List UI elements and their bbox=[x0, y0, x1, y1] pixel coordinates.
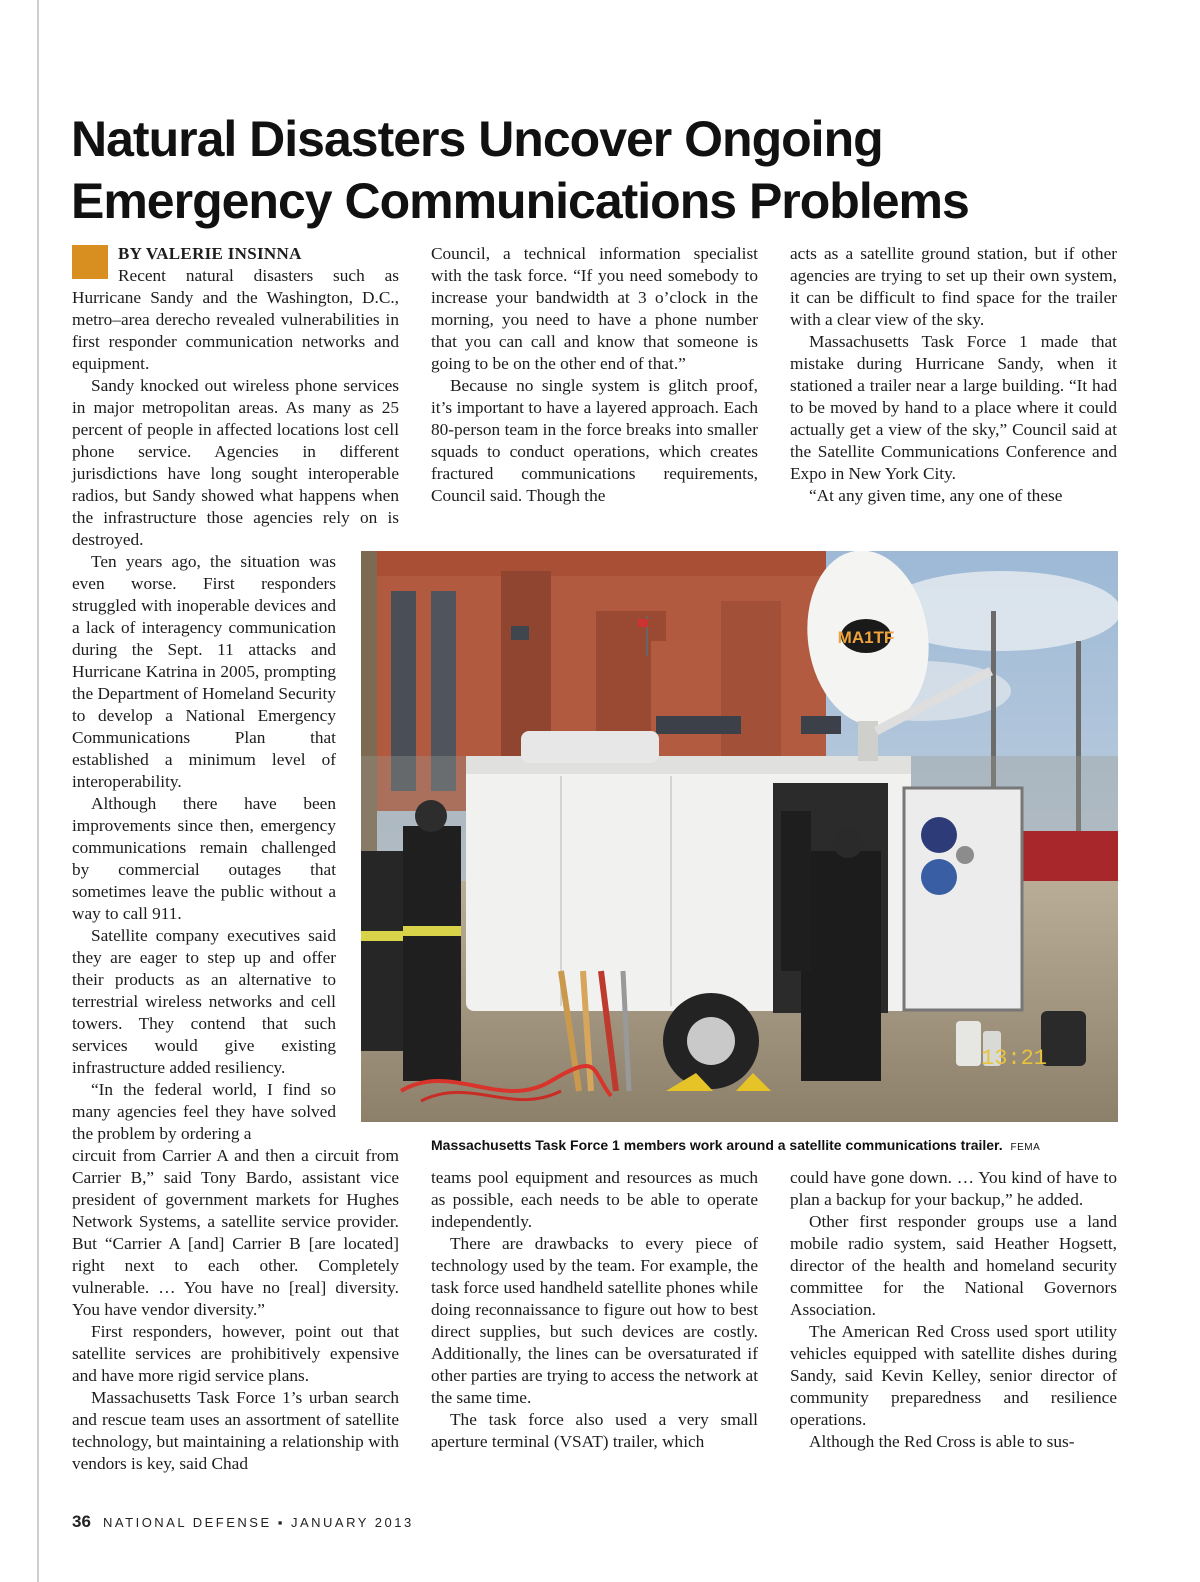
paragraph: Although there have been improvements since then, emergency communications remain challenged by commercial outages that sometimes leave the public without a way to call 911. bbox=[72, 794, 336, 923]
paragraph: Sandy knocked out wireless phone services in major metropolitan areas. As many as 25 percent of people in affected locations lost cell phone service. Agencies in different jurisdictions have long sought interoperable radios, but Sandy showed what happens when the infrastructure those agencies rely on is destroyed. bbox=[72, 376, 399, 549]
paragraph: Recent natural disasters such as Hurricane Sandy and the Washington, D.C., metro–area derecho revealed vulnerabilities in first responder communication networks and equipment. bbox=[72, 266, 399, 373]
page-footer bbox=[72, 1512, 414, 1532]
photo-credit: FEMA bbox=[1010, 1142, 1041, 1153]
column-1-top bbox=[72, 243, 399, 551]
caption-text: Massachusetts Task Force 1 members work around a satellite communications trailer. bbox=[431, 1137, 1003, 1153]
paragraph: Massachusetts Task Force 1 made that mistake during Hurricane Sandy, when it stationed a trailer near a large building. “It had to be moved by hand to a place where it could actually get a view of the sky,” Council said at the Satellite Communications Conference and Expo in New York City. bbox=[790, 332, 1117, 483]
byline: BY VALERIE INSINNA bbox=[118, 244, 302, 263]
paragraph: The American Red Cross used sport utility vehicles equipped with satellite dishes during Sandy, said Kevin Kelley, senior director of community preparedness and resilience operations. bbox=[790, 1322, 1117, 1429]
paragraph: acts as a satellite ground station, but if other agencies are trying to set up their own system, it can be difficult to find space for the trailer with a clear view of the sky. bbox=[790, 244, 1117, 329]
paragraph: Other first responder groups use a land mobile radio system, said Heather Hogsett, director of the health and homeland security committee for the National Governors Association. bbox=[790, 1212, 1117, 1319]
column-3-bottom bbox=[790, 1167, 1117, 1453]
paragraph: Council, a technical information specialist with the task force. “If you need somebody to increase your bandwidth at 3 o’clock in the morning, you need to have a phone number that you can call and know that someone is going to be on the other end of that.” bbox=[431, 244, 758, 373]
column-3-top bbox=[790, 243, 1117, 507]
paragraph: First responders, however, point out that satellite services are prohibitively expensive and have more rigid service plans. bbox=[72, 1322, 399, 1385]
headline-line-2: Emergency Communications Problems bbox=[71, 173, 969, 229]
column-2-bottom bbox=[431, 1167, 758, 1453]
article-headline bbox=[71, 108, 1151, 232]
article-photo bbox=[361, 551, 1118, 1122]
orange-square-marker bbox=[72, 245, 108, 279]
paragraph: Although the Red Cross is able to sus- bbox=[809, 1432, 1075, 1451]
page-margin-rule bbox=[37, 0, 39, 1582]
paragraph: could have gone down. … You kind of have to plan a backup for your backup,” he added. bbox=[790, 1168, 1117, 1209]
paragraph: Massachusetts Task Force 1’s urban search and rescue team uses an assortment of satellite technology, but maintaining a relationship with vendors is key, said Chad bbox=[72, 1388, 399, 1473]
paragraph: Satellite company executives said they are eager to step up and offer their products as an alternative to terrestrial wireless networks and cell towers. They contend that such services would give existing infrastructure added resiliency. bbox=[72, 926, 336, 1077]
paragraph: “In the federal world, I find so many agencies feel they have solved the problem by ordering a bbox=[72, 1080, 336, 1143]
paragraph: “At any given time, any one of these bbox=[809, 486, 1063, 505]
dish-label: MA1TF bbox=[837, 628, 895, 647]
column-2-top bbox=[431, 243, 758, 507]
publication-name: NATIONAL DEFENSE bbox=[103, 1515, 272, 1530]
page-number: 36 bbox=[72, 1512, 91, 1531]
photo-timestamp: 13:21 bbox=[981, 1046, 1048, 1071]
paragraph: There are drawbacks to every piece of technology used by the team. For example, the task force used handheld satellite phones while doing reconnaissance to figure out how to best direct supplies, but such devices are costly. Additionally, the lines can be oversaturated if other parties are trying to access the network at the same time. bbox=[431, 1234, 758, 1407]
footer-separator: ▪ bbox=[277, 1515, 285, 1530]
column-1-narrow bbox=[72, 551, 336, 1145]
issue-date: JANUARY 2013 bbox=[290, 1515, 414, 1530]
paragraph: teams pool equipment and resources as much as possible, each needs to be able to operate independently. bbox=[431, 1168, 758, 1231]
column-1-bottom bbox=[72, 1145, 399, 1475]
photo-caption bbox=[431, 1135, 1131, 1158]
paragraph: Because no single system is glitch proof, it’s important to have a layered approach. Each 80-person team in the force breaks into smaller squads to conduct operations, which creates fractured communications requirements, Council said. Though the bbox=[431, 376, 758, 505]
paragraph: circuit from Carrier A and then a circuit from Carrier B,” said Tony Bardo, assistant vice president of government markets for Hughes Network Systems, a satellite service provider. But “Carrier A [and] Carrier B [are located] right next to each other. Completely vulnerable. … You have no [real] diversity. You have vendor diversity.” bbox=[72, 1146, 399, 1319]
paragraph: Ten years ago, the situation was even worse. First responders struggled with inoperable devices and a lack of interagency communication during the Sept. 11 attacks and Hurricane Katrina in 2005, prompting the Department of Homeland Security to develop a National Emergency Communications Plan that established a minimum level of interoperability. bbox=[72, 552, 336, 791]
headline-line-1: Natural Disasters Uncover Ongoing bbox=[71, 111, 883, 167]
paragraph: The task force also used a very small aperture terminal (VSAT) trailer, which bbox=[431, 1410, 758, 1451]
